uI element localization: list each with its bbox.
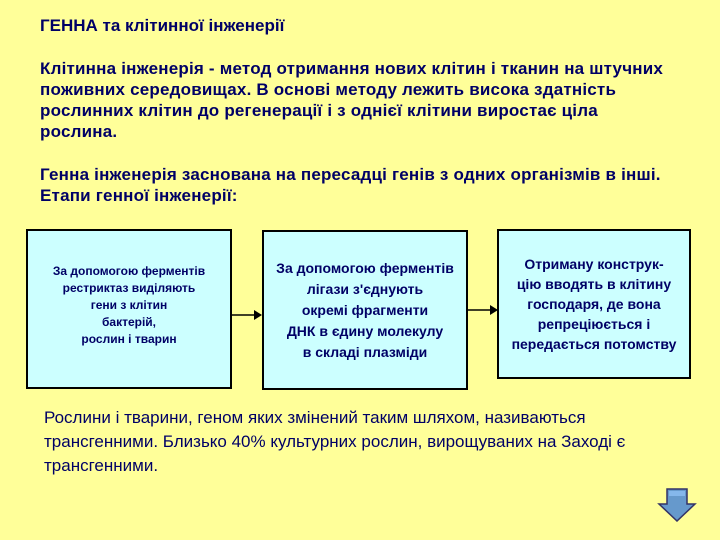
arrow-right-icon xyxy=(232,309,262,321)
transgenic-paragraph: Рослини і тварини, геном яких змінений таким шляхом, називаються трансгенними. Близько 40% культурних рослин, вирощуваних на Заході є трансгенними. xyxy=(44,408,626,475)
step-2-text: За допомогою ферментів лігази з'єднують окремі фрагменти ДНК в єдину молекулу в складі плазміди xyxy=(276,259,454,360)
step-box-1 xyxy=(26,229,232,389)
step-1-text: За допомогою ферментів рестриктаз виділяють гени з клітин бактерій, рослин і тварин xyxy=(52,264,206,346)
step-box-2 xyxy=(262,230,468,390)
cell-engineering-paragraph: Клітинна інженерія - метод отримання нових клітин і тканин на штучних поживних середовищах. В основі методу лежить висока здатність рослинних клітин до регенерації і з однієї клітини виростає ціла рослина. xyxy=(40,59,664,141)
down-arrow-icon[interactable] xyxy=(657,488,697,522)
arrow-right-icon xyxy=(468,304,498,316)
gene-engineering-paragraph: Генна інженерія заснована на пересадці генів з одних організмів в інші. Етапи генної інженерії: xyxy=(40,165,661,205)
step-3-text: Отриману конструк- цію вводять в клітину господаря, де вона репреціюється і передається потомству xyxy=(511,256,677,352)
slide-title: ГЕННА та клітинної інженерії xyxy=(40,16,285,35)
step-box-3 xyxy=(497,229,691,379)
